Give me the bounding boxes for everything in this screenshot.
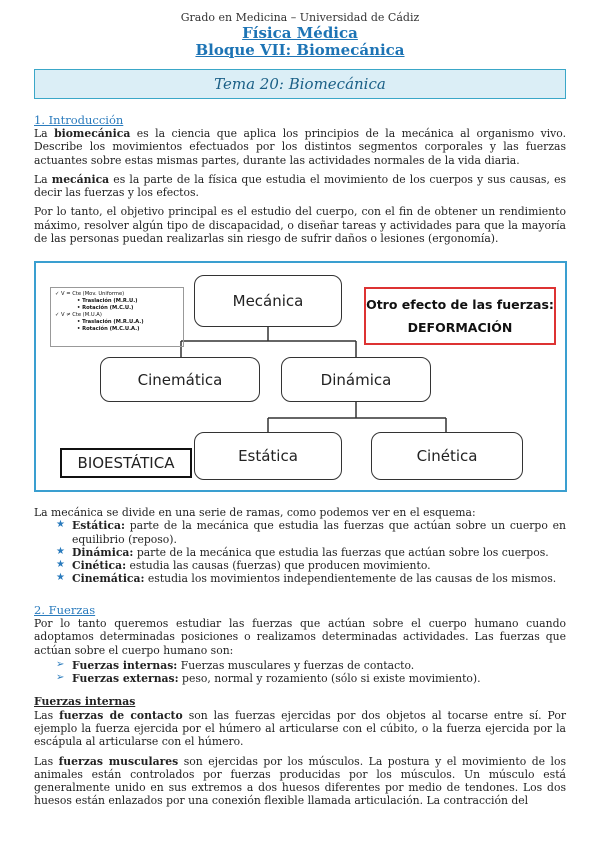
branches-intro: La mecánica se divide en una serie de ramas, como podemos ver en el esquema:: [34, 506, 476, 519]
node-estatica: Estática: [194, 432, 342, 480]
motion-legend: ✓ V = Cte (Mov. Uniforme) • Traslación (M.R.U.) • Rotación (M.C.U.) ✓ V ≠ Cte (M.U.A) • Traslación (M.R.U.A.) • Rotación (M.C.U.A.): [50, 287, 184, 347]
node-cinematica: Cinemática: [100, 357, 260, 402]
list-item: ★ Cinemática: estudia los movimientos independientemente de las causas de los mismos.: [56, 572, 566, 585]
node-dinamica: Dinámica: [281, 357, 431, 402]
internal-forces-heading: Fuerzas internas: [34, 695, 136, 709]
intro-section: [34, 113, 566, 251]
forces-section: [34, 603, 566, 814]
bioestatica-label: BIOESTÁTICA: [60, 448, 192, 478]
forces-paragraph: Por lo tanto queremos estudiar las fuerzas que actúan sobre el cuerpo humano cuando adoptamos determinadas posiciones o realizamos determinadas actividades. Las fuerzas que actúan sobre el cuerpo humano son:: [34, 617, 566, 657]
contact-forces-paragraph: Las fuerzas de contacto son las fuerzas ejercidas por dos objetos al tocarse entre sí. Por ejemplo la fuerza ejercida por el húmero al articularse con el cúbito, o la fuerza ejercida por la escápula al articularse con el húmero.: [34, 708, 566, 749]
list-item: ★ Dinámica: parte de la mecánica que estudia las fuerzas que actúan sobre los cuerpos.: [56, 546, 566, 559]
course-title: Física Médica: [242, 23, 358, 42]
node-mecanica: Mecánica: [194, 275, 342, 327]
mechanics-diagram: [34, 261, 567, 492]
topic-banner: [34, 69, 566, 99]
document-header: [0, 0, 600, 59]
term-mecanica: mecánica: [51, 172, 110, 186]
branches-section: [34, 506, 566, 586]
topic-title: Tema 20: Biomecánica: [214, 75, 386, 94]
list-item: ★ Cinética: estudia las causas (fuerzas) que producen movimiento.: [56, 559, 566, 572]
list-item: ➢ Fuerzas externas: peso, normal y rozamiento (sólo si existe movimiento).: [56, 672, 566, 685]
block-title: Bloque VII: Biomecánica: [195, 40, 405, 59]
intro-paragraph-3: Por lo tanto, el objetivo principal es el estudio del cuerpo, con el fin de obtener un rendimiento máximo, resolver algún tipo de discapacidad, o diseñar tareas y actividades para que la mayoría de las personas puedan realizarlas sin riesgo de sufrir daños o lesiones (ergonomía).: [34, 205, 566, 245]
intro-heading: 1. Introducción: [34, 113, 124, 127]
forces-heading: 2. Fuerzas: [34, 603, 96, 617]
forces-list: [56, 659, 566, 686]
node-cinetica: Cinética: [371, 432, 523, 480]
list-item: ★ Estática: parte de la mecánica que estudia las fuerzas que actúan sobre un cuerpo en equilibrio (reposo).: [56, 519, 566, 546]
deformation-note: Otro efecto de las fuerzas: DEFORMACIÓN: [364, 287, 556, 345]
intro-paragraph-2: La mecánica es la parte de la física que estudia el movimiento de los cuerpos y sus causas, es decir las fuerzas y los efectos.: [34, 172, 566, 200]
intro-paragraph-1: La biomecánica es la ciencia que aplica los principios de la mecánica al organismo vivo. Describe los movimientos efectuados por los distintos segmentos corporales y las fuerzas actuantes sobre estas mismas partes, durante las actividades normales de la vida diaria.: [34, 127, 566, 167]
list-item: ➢ Fuerzas internas: Fuerzas musculares y fuerzas de contacto.: [56, 659, 566, 672]
term-biomecanica: biomecánica: [54, 127, 131, 141]
muscle-forces-paragraph: Las fuerzas musculares son ejercidas por los músculos. La postura y el movimiento de los animales están controlados por fuerzas producidas por los músculos. Un músculo está generalmente unido en sus extremos a dos huesos diferentes por medio de tendones. Los dos huesos están enlazados por una conexión flexible llamada articulación. La contracción del: [34, 754, 567, 808]
institution-line: Grado en Medicina – Universidad de Cádiz: [180, 11, 420, 24]
branches-list: [56, 519, 566, 585]
